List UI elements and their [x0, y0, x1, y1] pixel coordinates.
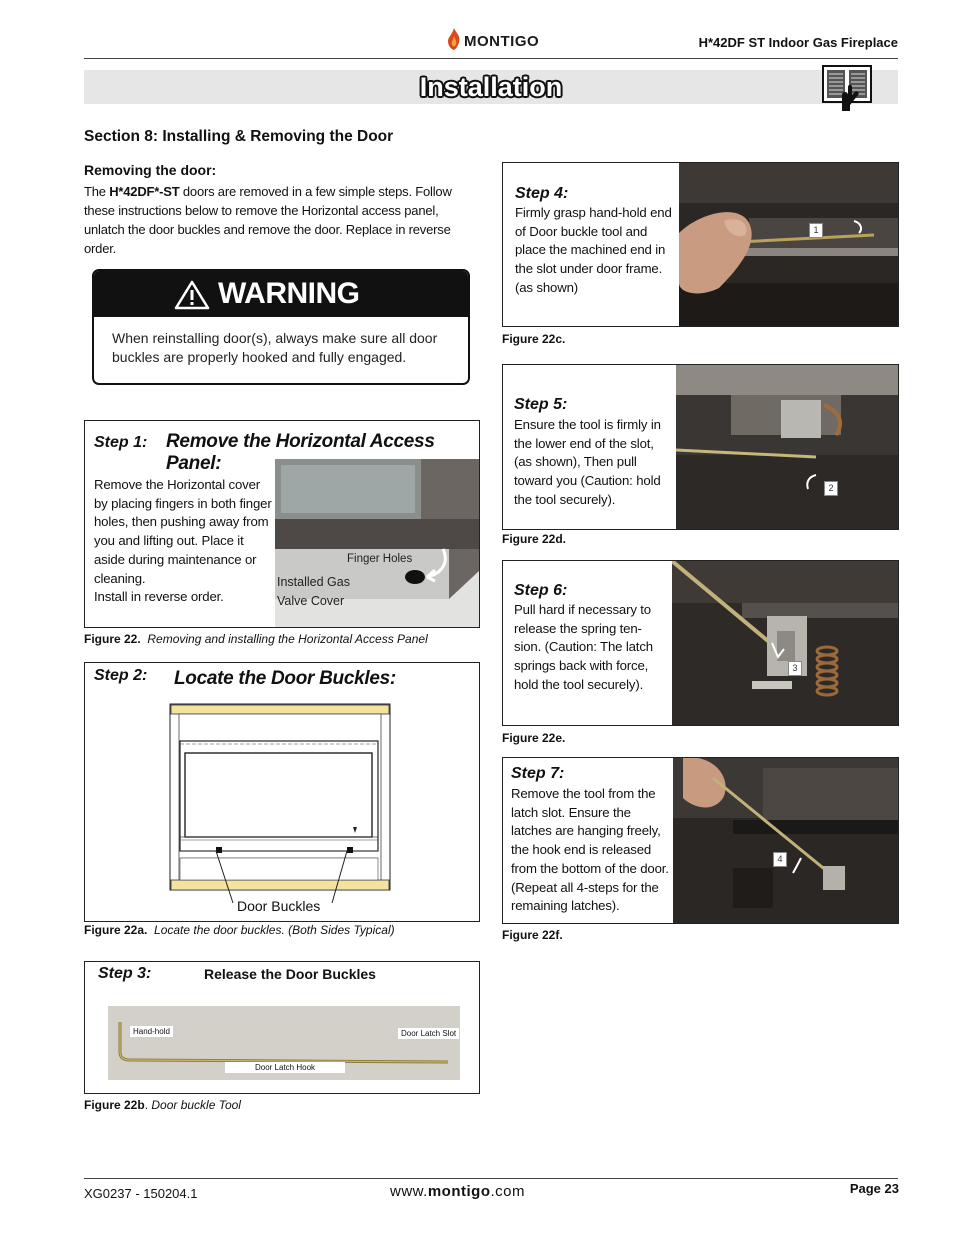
step4-text: Firmly grasp hand-hold end of Door buckle tool and place the machined end in the slot under door frame. (as shown)	[515, 205, 672, 295]
step7-tag: 4	[773, 852, 787, 867]
step1-box	[84, 420, 480, 628]
website-brand: montigo	[427, 1183, 491, 1200]
figure-22e-number: Figure 22e.	[502, 731, 566, 745]
intro-prefix: The	[84, 184, 110, 199]
step1-label: Step 1:	[94, 434, 148, 451]
step1-photo	[275, 459, 479, 627]
figure-22b-caption: Figure 22b. Door buckle Tool	[84, 1098, 241, 1112]
door-buckles-label: Door Buckles	[237, 898, 321, 914]
warning-triangle-icon	[174, 280, 210, 310]
brand-name: MONTIGO	[464, 33, 540, 50]
figure-22c-number: Figure 22c.	[502, 332, 566, 346]
step4-label: Step 4:	[515, 185, 569, 202]
figure-22b-number: Figure 22b	[84, 1098, 145, 1112]
hand-tool-photo	[679, 163, 898, 326]
step7-box	[502, 757, 899, 924]
website-prefix: www.	[390, 1183, 428, 1200]
figure-22-caption	[84, 632, 428, 646]
header-divider	[84, 58, 898, 59]
step6-photo	[672, 561, 898, 725]
figure-22c-caption	[502, 332, 565, 346]
figure-22b-text: Door buckle Tool	[151, 1098, 241, 1112]
step7-text: Remove the tool from the latch slot. Ensure the latches are hanging freely, the hook end is released from the bottom of the door. (Repeat all 4-steps for the remaining latches).	[511, 786, 669, 914]
website-suffix: .com	[490, 1183, 526, 1200]
latch-hook-label: Door Latch Hook	[225, 1062, 345, 1073]
flame-logo-icon	[446, 28, 462, 50]
document-code: XG0237 - 150204.1	[84, 1186, 198, 1201]
finger-holes-label: Finger Holes	[347, 553, 413, 565]
step2-title: Locate the Door Buckles:	[174, 668, 396, 689]
step3-label: Step 3:	[98, 965, 152, 982]
buckle-callout-lines	[210, 849, 355, 905]
installation-icon	[822, 65, 872, 111]
intro-text: doors are removed in a few simple steps. Follow these instructions below to remove the Horizontal access panel, unlatch the door buckles and remove the door. Replace in reverse order.	[84, 184, 452, 256]
document-title: H*42DF ST Indoor Gas Fireplace	[698, 35, 898, 50]
warning-box	[92, 269, 470, 385]
figure-22d-number: Figure 22d.	[502, 532, 567, 546]
intro-paragraph	[84, 182, 482, 258]
latch-slot-label: Door Latch Slot	[398, 1028, 459, 1039]
step5-label: Step 5:	[514, 396, 568, 413]
step4-photo	[679, 163, 898, 326]
step5-tag: 2	[824, 481, 838, 496]
step2-label: Step 2:	[94, 667, 148, 684]
warning-title: WARNING	[218, 277, 360, 310]
handhold-label: Hand-hold	[130, 1026, 173, 1037]
step5-photo	[676, 365, 898, 529]
step1-text-reverse: Install in reverse order.	[94, 589, 224, 605]
step4-box	[502, 162, 899, 327]
step7-label: Step 7:	[511, 765, 565, 782]
step5-box	[502, 364, 899, 530]
figure-22-text: Removing and installing the Horizontal Access Panel	[147, 632, 428, 646]
figure-22f-number: Figure 22f.	[502, 928, 563, 942]
step3-title: Release the Door Buckles	[204, 966, 376, 982]
step6-tag: 3	[788, 661, 802, 676]
step6-label: Step 6:	[514, 582, 568, 599]
website-url	[390, 1183, 525, 1200]
figure-22a-caption	[84, 923, 395, 937]
figure-22e-caption	[502, 731, 565, 745]
step2-box	[84, 662, 480, 922]
step5-text: Ensure the tool is firmly in the lower end of the slot, (as shown), Then pull toward you (Caution: hold the tool securely).	[514, 417, 661, 507]
section-banner	[84, 70, 898, 104]
warning-header	[94, 271, 468, 317]
footer-divider	[84, 1178, 898, 1179]
step6-box	[502, 560, 899, 726]
step4-tag: 1	[809, 223, 823, 238]
page-number: Page 23	[849, 1181, 899, 1196]
step1-title: Remove the Horizontal Access Panel:	[166, 431, 435, 474]
figure-22a-number: Figure 22a.	[84, 923, 148, 937]
figure-22-number: Figure 22.	[84, 632, 141, 646]
brand-logo	[446, 28, 539, 50]
tool-removal-photo	[673, 758, 898, 923]
section-title: Section 8: Installing & Removing the Door	[84, 128, 394, 145]
warning-text: When reinstalling door(s), always make sure all door buckles are properly hooked and fully engaged.	[112, 330, 438, 365]
banner-title: Installation	[419, 72, 563, 102]
intro-model: H*42DF*-ST	[109, 184, 180, 199]
subheading: Removing the door:	[84, 162, 217, 178]
step1-text-main: Remove the Horizontal cover by placing fingers in both finger holes, then pushing away from you and lifting out. Place it aside during maintenance or cleaning.	[94, 477, 272, 586]
buckle-tool-photo	[108, 1006, 460, 1080]
figure-22d-caption	[502, 532, 566, 546]
step7-photo	[673, 758, 898, 923]
step1-text	[94, 476, 274, 607]
figure-22a-text: Locate the door buckles. (Both Sides Typical)	[154, 923, 395, 937]
step3-box	[84, 961, 480, 1094]
valve-cover-label: Installed Gas Valve Cover	[277, 575, 350, 608]
spring-release-photo	[672, 561, 898, 725]
figure-22f-caption	[502, 928, 563, 942]
latch-pull-photo	[676, 365, 898, 529]
step6-text: Pull hard if necessary to release the spring ten-sion. (Caution: The latch springs back with force, hold the tool securely).	[514, 602, 653, 692]
